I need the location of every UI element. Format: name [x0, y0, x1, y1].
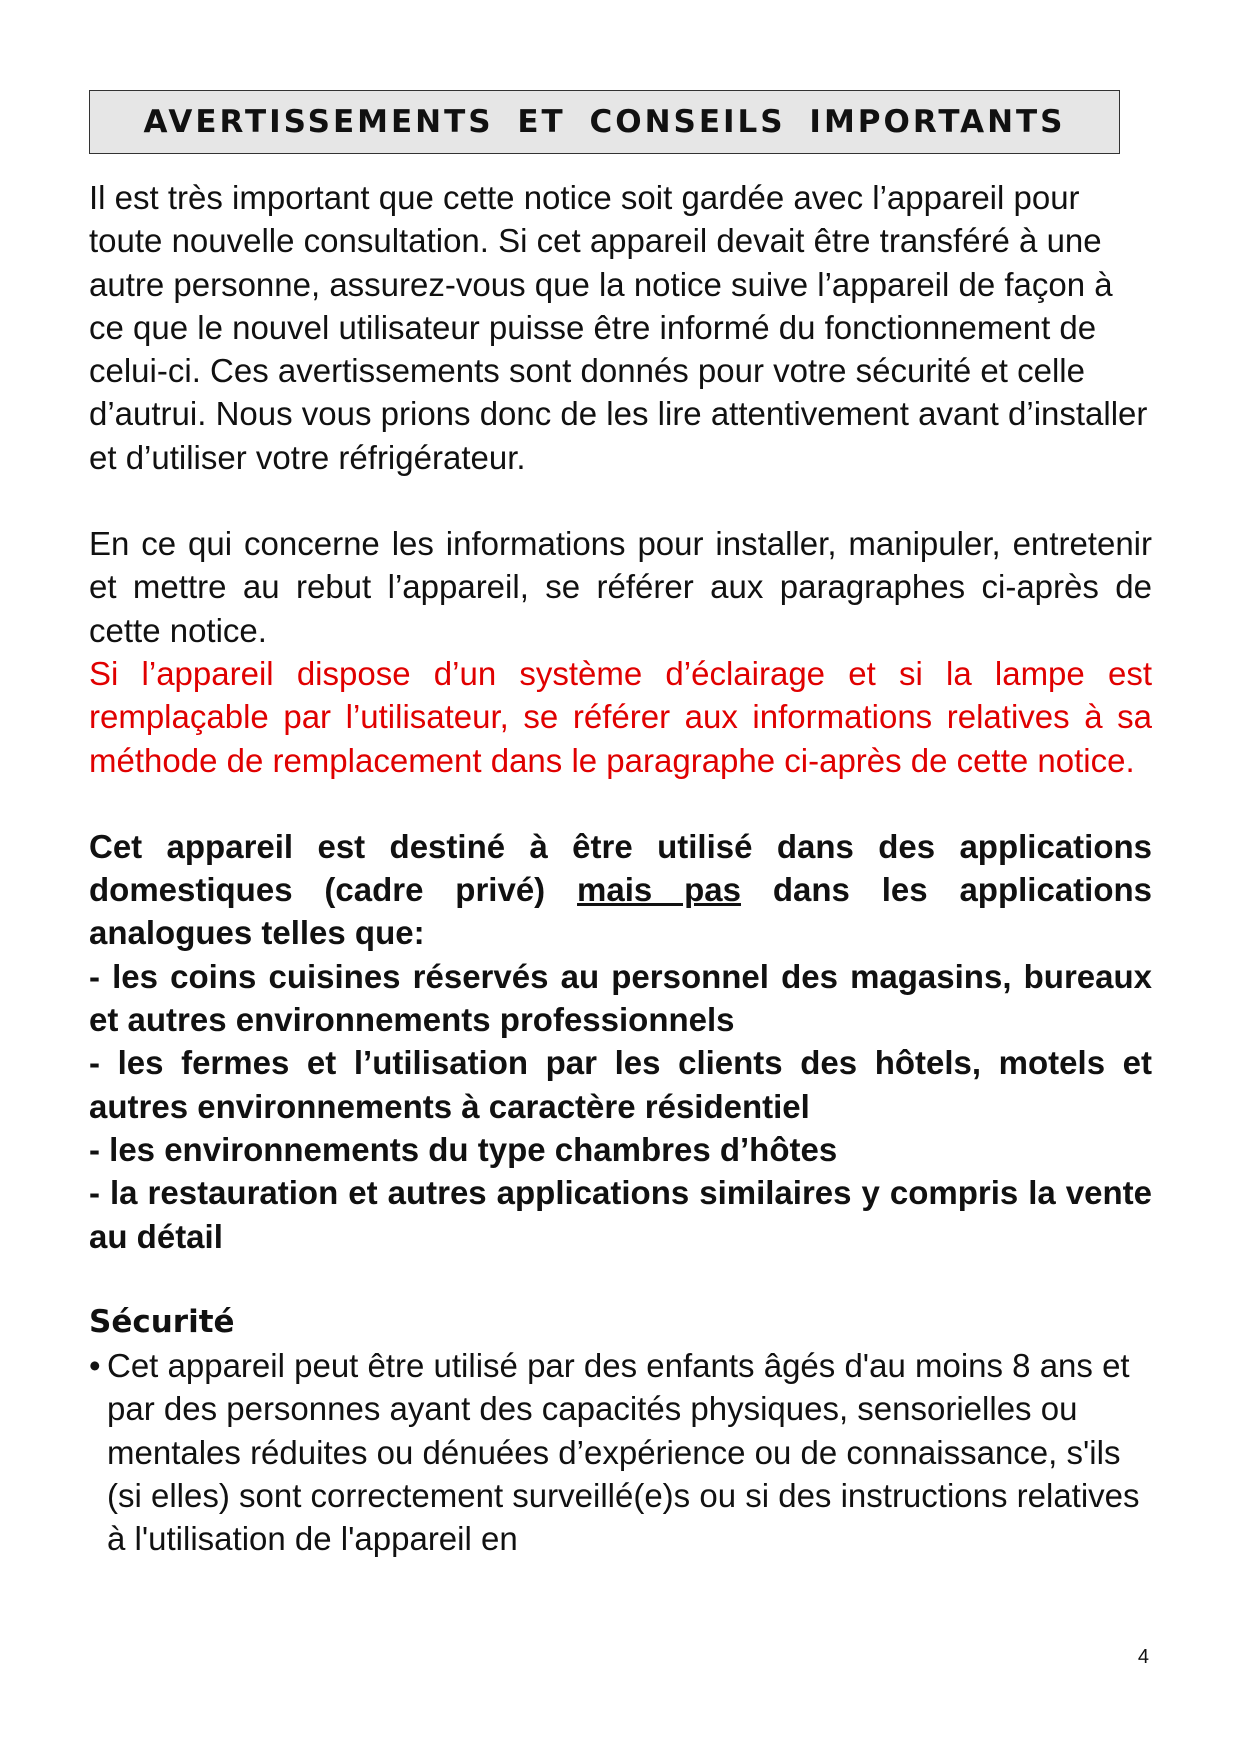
- domestic-list-item: - les environnements du type chambres d’hôtes: [89, 1130, 838, 1168]
- security-bullet-item: [89, 1344, 1152, 1560]
- spacer: [89, 1258, 1152, 1301]
- spacer: [89, 782, 1152, 825]
- document-page: [89, 90, 1152, 1561]
- domestic-text-underlined: mais pas: [577, 871, 741, 909]
- domestic-use-paragraph: [89, 825, 1152, 955]
- page-title: AVERTISSEMENTS ET CONSEILS IMPORTANTS: [143, 104, 1066, 140]
- title-box: [89, 90, 1120, 154]
- bullet-icon: •: [89, 1347, 101, 1385]
- page-number: 4: [1137, 1646, 1149, 1668]
- security-heading: Sécurité: [89, 1303, 235, 1340]
- security-bullet-text: Cet appareil peut être utilisé par des enfants âgés d'au moins 8 ans et par des personnes ayant des capacités physiques, sensorielles ou mentales réduites ou dénuées d’expérience ou de connaissance, s'ils (si elles) sont correctement surveillé(e)s ou si des instructions relatives à l'utilisation de l'appareil en: [107, 1347, 1140, 1558]
- domestic-list-item: - les fermes et l’utilisation par les clients des hôtels, motels et autres environnements à caractère résidentiel: [89, 1044, 1152, 1125]
- domestic-text-after: dans les applications analogues telles que:: [89, 871, 1152, 952]
- domestic-list-item: - les coins cuisines réservés au personnel des magasins, bureaux et autres environnements professionnels: [89, 957, 1152, 1039]
- intro-paragraph: Il est très important que cette notice soit gardée avec l’appareil pour toute nouvelle consultation. Si cet appareil devait être transféré à une autre personne, assurez-vous que la notice suive l’appareil de façon à ce que le nouvel utilisateur puisse être informé du fonctionnement de celui-ci. Ces avertissements sont donnés pour votre sécurité et celle d’autrui. Nous vous prions donc de les lire attentivement avant d’installer et d’utiliser votre réfrigérateur.: [89, 179, 1148, 476]
- domestic-list-item: - la restauration et autres applications similaires y compris la vente au détail: [89, 1174, 1152, 1255]
- spacer: [89, 479, 1152, 522]
- lamp-warning-paragraph: Si l’appareil dispose d’un système d’éclairage et si la lampe est remplaçable par l’utilisateur, se référer aux informations relatives à sa méthode de remplacement dans le paragraphe ci-après de cette notice.: [89, 654, 1152, 779]
- domestic-text-before: Cet appareil est destiné à être utilisé dans des applications domestiques (cadre privé): [89, 827, 1152, 909]
- info-paragraph: En ce qui concerne les informations pour installer, manipuler, entretenir et mettre au rebut l’appareil, se référer aux paragraphes ci-après de cette notice.: [89, 525, 1152, 649]
